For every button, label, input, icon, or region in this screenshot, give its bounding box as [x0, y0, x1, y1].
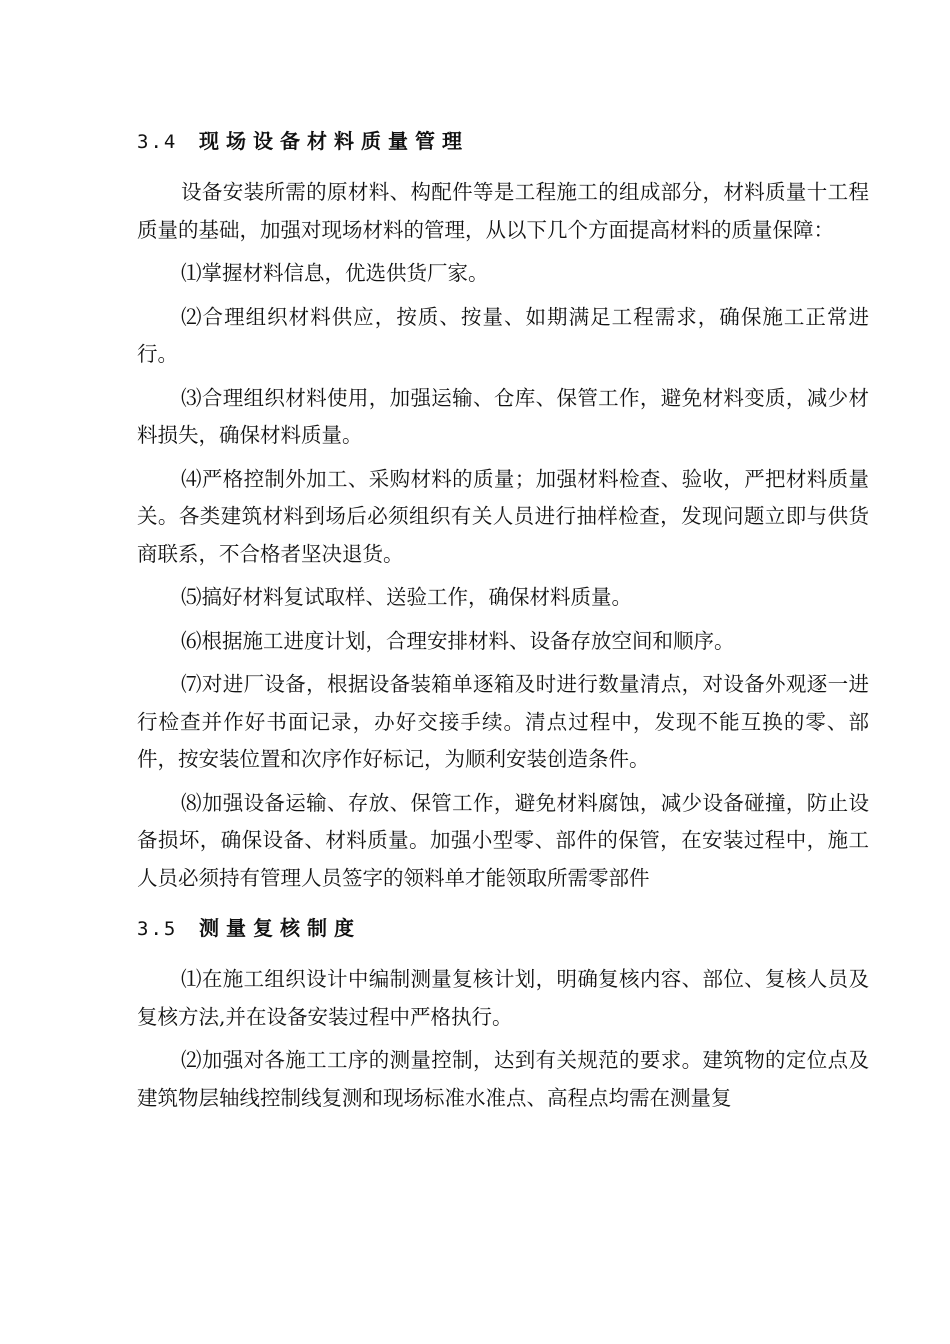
- list-item: ⑸搞好材料复试取样、送验工作，确保材料质量。: [181, 585, 632, 609]
- section-title: 现场设备材料质量管理: [199, 129, 469, 153]
- list-item: ⑹根据施工进度计划，合理安排材料、设备存放空间和顺序。: [181, 628, 735, 653]
- list-item: ⑴在施工组织设计中编制测量复核计划，明确复核内容、部位、复核人员及复核方法,并在设备安装过程中严格执行。: [137, 967, 869, 1029]
- list-item: ⑺对进厂设备，根据设备装箱单逐箱及时进行数量清点，对设备外观逐一进行检查并作好书面记录，办好交接手续。清点过程中，发现不能互换的零、部件，按安装位置和次序作好标记，为顺利安装创造条件。: [137, 672, 869, 771]
- list-item: ⑴掌握材料信息，优选供货厂家。: [181, 261, 489, 285]
- list-item: ⑷严格控制外加工、采购材料的质量；加强材料检查、验收，严把材料质量关。各类建筑材料到场后必须组织有关人员进行抽样检查，发现问题立即与供货商联系，不合格者坚决退货。: [137, 466, 869, 566]
- section-title: 测量复核制度: [199, 916, 361, 940]
- section-intro-paragraph: 设备安装所需的原材料、构配件等是工程施工的组成部分，材料质量十工程质量的基础，加强对现场材料的管理，从以下几个方面提高材料的质量保障：: [137, 180, 869, 242]
- list-item: ⑵合理组织材料供应，按质、按量、如期满足工程需求，确保施工正常进行。: [137, 304, 869, 366]
- list-item: ⑵加强对各施工工序的测量控制，达到有关规范的要求。建筑物的定位点及建筑物层轴线控制线复测和现场标准水准点、高程点均需在测量复: [137, 1048, 869, 1110]
- page-content: [137, 120, 869, 1117]
- list-item: ⑶合理组织材料使用，加强运输、仓库、保管工作，避免材料变质，减少材料损失，确保材料质量。: [137, 385, 869, 447]
- section-number: 3.4: [137, 131, 178, 153]
- section-heading-3-5: [137, 907, 869, 949]
- list-item: ⑻加强设备运输、存放、保管工作，避免材料腐蚀，减少设备碰撞，防止设备损坏，确保设备、材料质量。加强小型零、部件的保管，在安装过程中，施工人员必须持有管理人员签字的领料单才能领取所需零部件: [137, 790, 869, 890]
- section-heading-3-4: [137, 120, 869, 162]
- section-number: 3.5: [137, 918, 178, 940]
